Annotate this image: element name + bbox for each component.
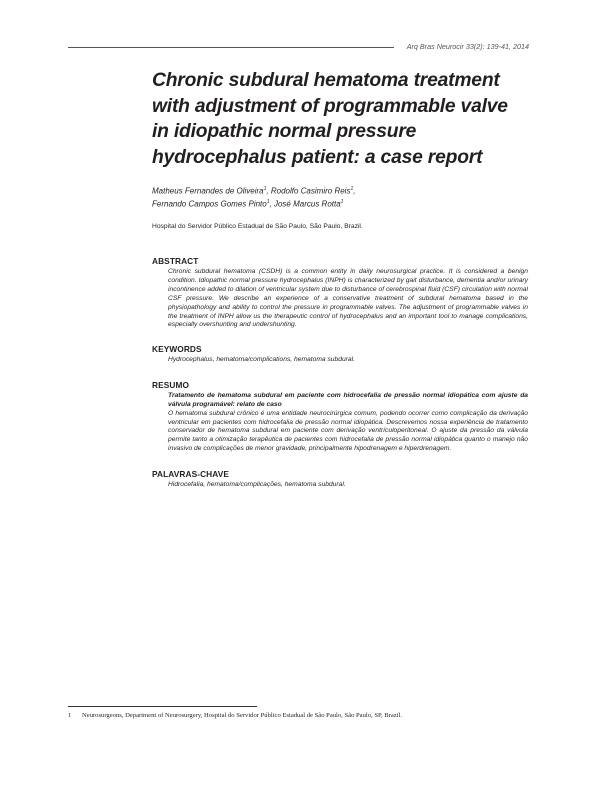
author-affiliation-mark: 1 xyxy=(350,186,354,192)
affiliation: Hospital do Servidor Público Estadual de São Paulo, São Paulo, Brazil. xyxy=(152,223,363,231)
keywords-text: Hydrocephalus, hematoma/complications, hematoma subdural. xyxy=(168,356,355,364)
author-separator: , xyxy=(269,199,274,209)
author-separator: , xyxy=(266,186,271,196)
author-affiliation-mark: 1 xyxy=(263,186,267,192)
author-name: Fernando Campos Gomes Pinto xyxy=(152,199,267,209)
author-name: Rodolfo Casimiro Reis xyxy=(270,186,351,196)
resumo-heading: RESUMO xyxy=(152,380,190,391)
author-name: José Marcus Rotta xyxy=(273,199,341,209)
author-separator: , xyxy=(353,186,356,196)
header-rule xyxy=(68,47,394,48)
author-name: Matheus Fernandes de Oliveira xyxy=(152,186,264,196)
palavras-chave-text: Hidrocefalia, hematoma/complicações, hematoma subdural. xyxy=(168,480,346,488)
footnote-number: 1 xyxy=(68,712,72,719)
resumo-block xyxy=(168,392,528,454)
keywords-heading: KEYWORDS xyxy=(152,344,202,355)
abstract-heading: ABSTRACT xyxy=(152,256,199,267)
footnote xyxy=(68,712,402,719)
palavras-chave-heading: PALAVRAS-CHAVE xyxy=(152,468,229,479)
resumo-text: O hematoma subdural crônico é uma entidade neurocirúrgica comum, podendo ocorrer como complicação da derivação ventricular em pacientes com hidrocefalia de pressão normal idiopática. Descrevemos nossa experiência de tratamento conservador de hematoma subdural em paciente com derivação ventrículoperitoneal. O ajuste da pressão da válvula permite tanto a otimização terapêutica de pacientes com hidrocefalia de pressão normal idiopática quanto o manejo não invasivo de complicações de menor gravidade, principalmente hipodrenagem e hiperdrenagem. xyxy=(168,409,528,453)
author-affiliation-mark: 1 xyxy=(266,199,270,206)
author-list xyxy=(152,184,528,210)
article-title: Chronic subdural hematoma treatment with adjustment of programmable valve in idiopathic normal pressure hydrocephalus patient: a case report xyxy=(152,70,508,168)
author-affiliation-mark: 1 xyxy=(340,199,344,206)
footnote-text: Neurosurgeons, Department of Neurosurgery, Hospital do Servidor Público Estadual de São Paulo, São Paulo, SP, Brazil. xyxy=(82,712,402,719)
footnote-rule xyxy=(68,706,257,707)
abstract-text: Chronic subdural hematoma (CSDH) is a common entity in daily neurosurgical practice. It is considered a benign condition. Idiopathic normal pressure hydrocephalus (INPH) is characterized by gait disturbance, dementia and/or urinary incontinence added to dilation of ventricular system due to disturbance of cerebrospinal fluid (CSF) circulation with normal CSF pressure. We describe an experience of a conservative treatment of subdural hematoma based in the physiopathology and ability to control the pressure in programmable valves. The adjustment of programmable valves in the treatment of INPH allow us the therapeutic control of hydrocephalus and an important tool to manage complications, especially overshunting and undershunting. xyxy=(168,268,528,329)
article-body xyxy=(152,68,528,490)
resumo-title: Tratamento de hematoma subdural em paciente com hidrocefalia de pressão normal idiopática com ajuste da válvula programável: relato de caso xyxy=(168,392,528,408)
journal-reference: Arq Bras Neurocir 33(2): 139-41, 2014 xyxy=(406,42,529,51)
